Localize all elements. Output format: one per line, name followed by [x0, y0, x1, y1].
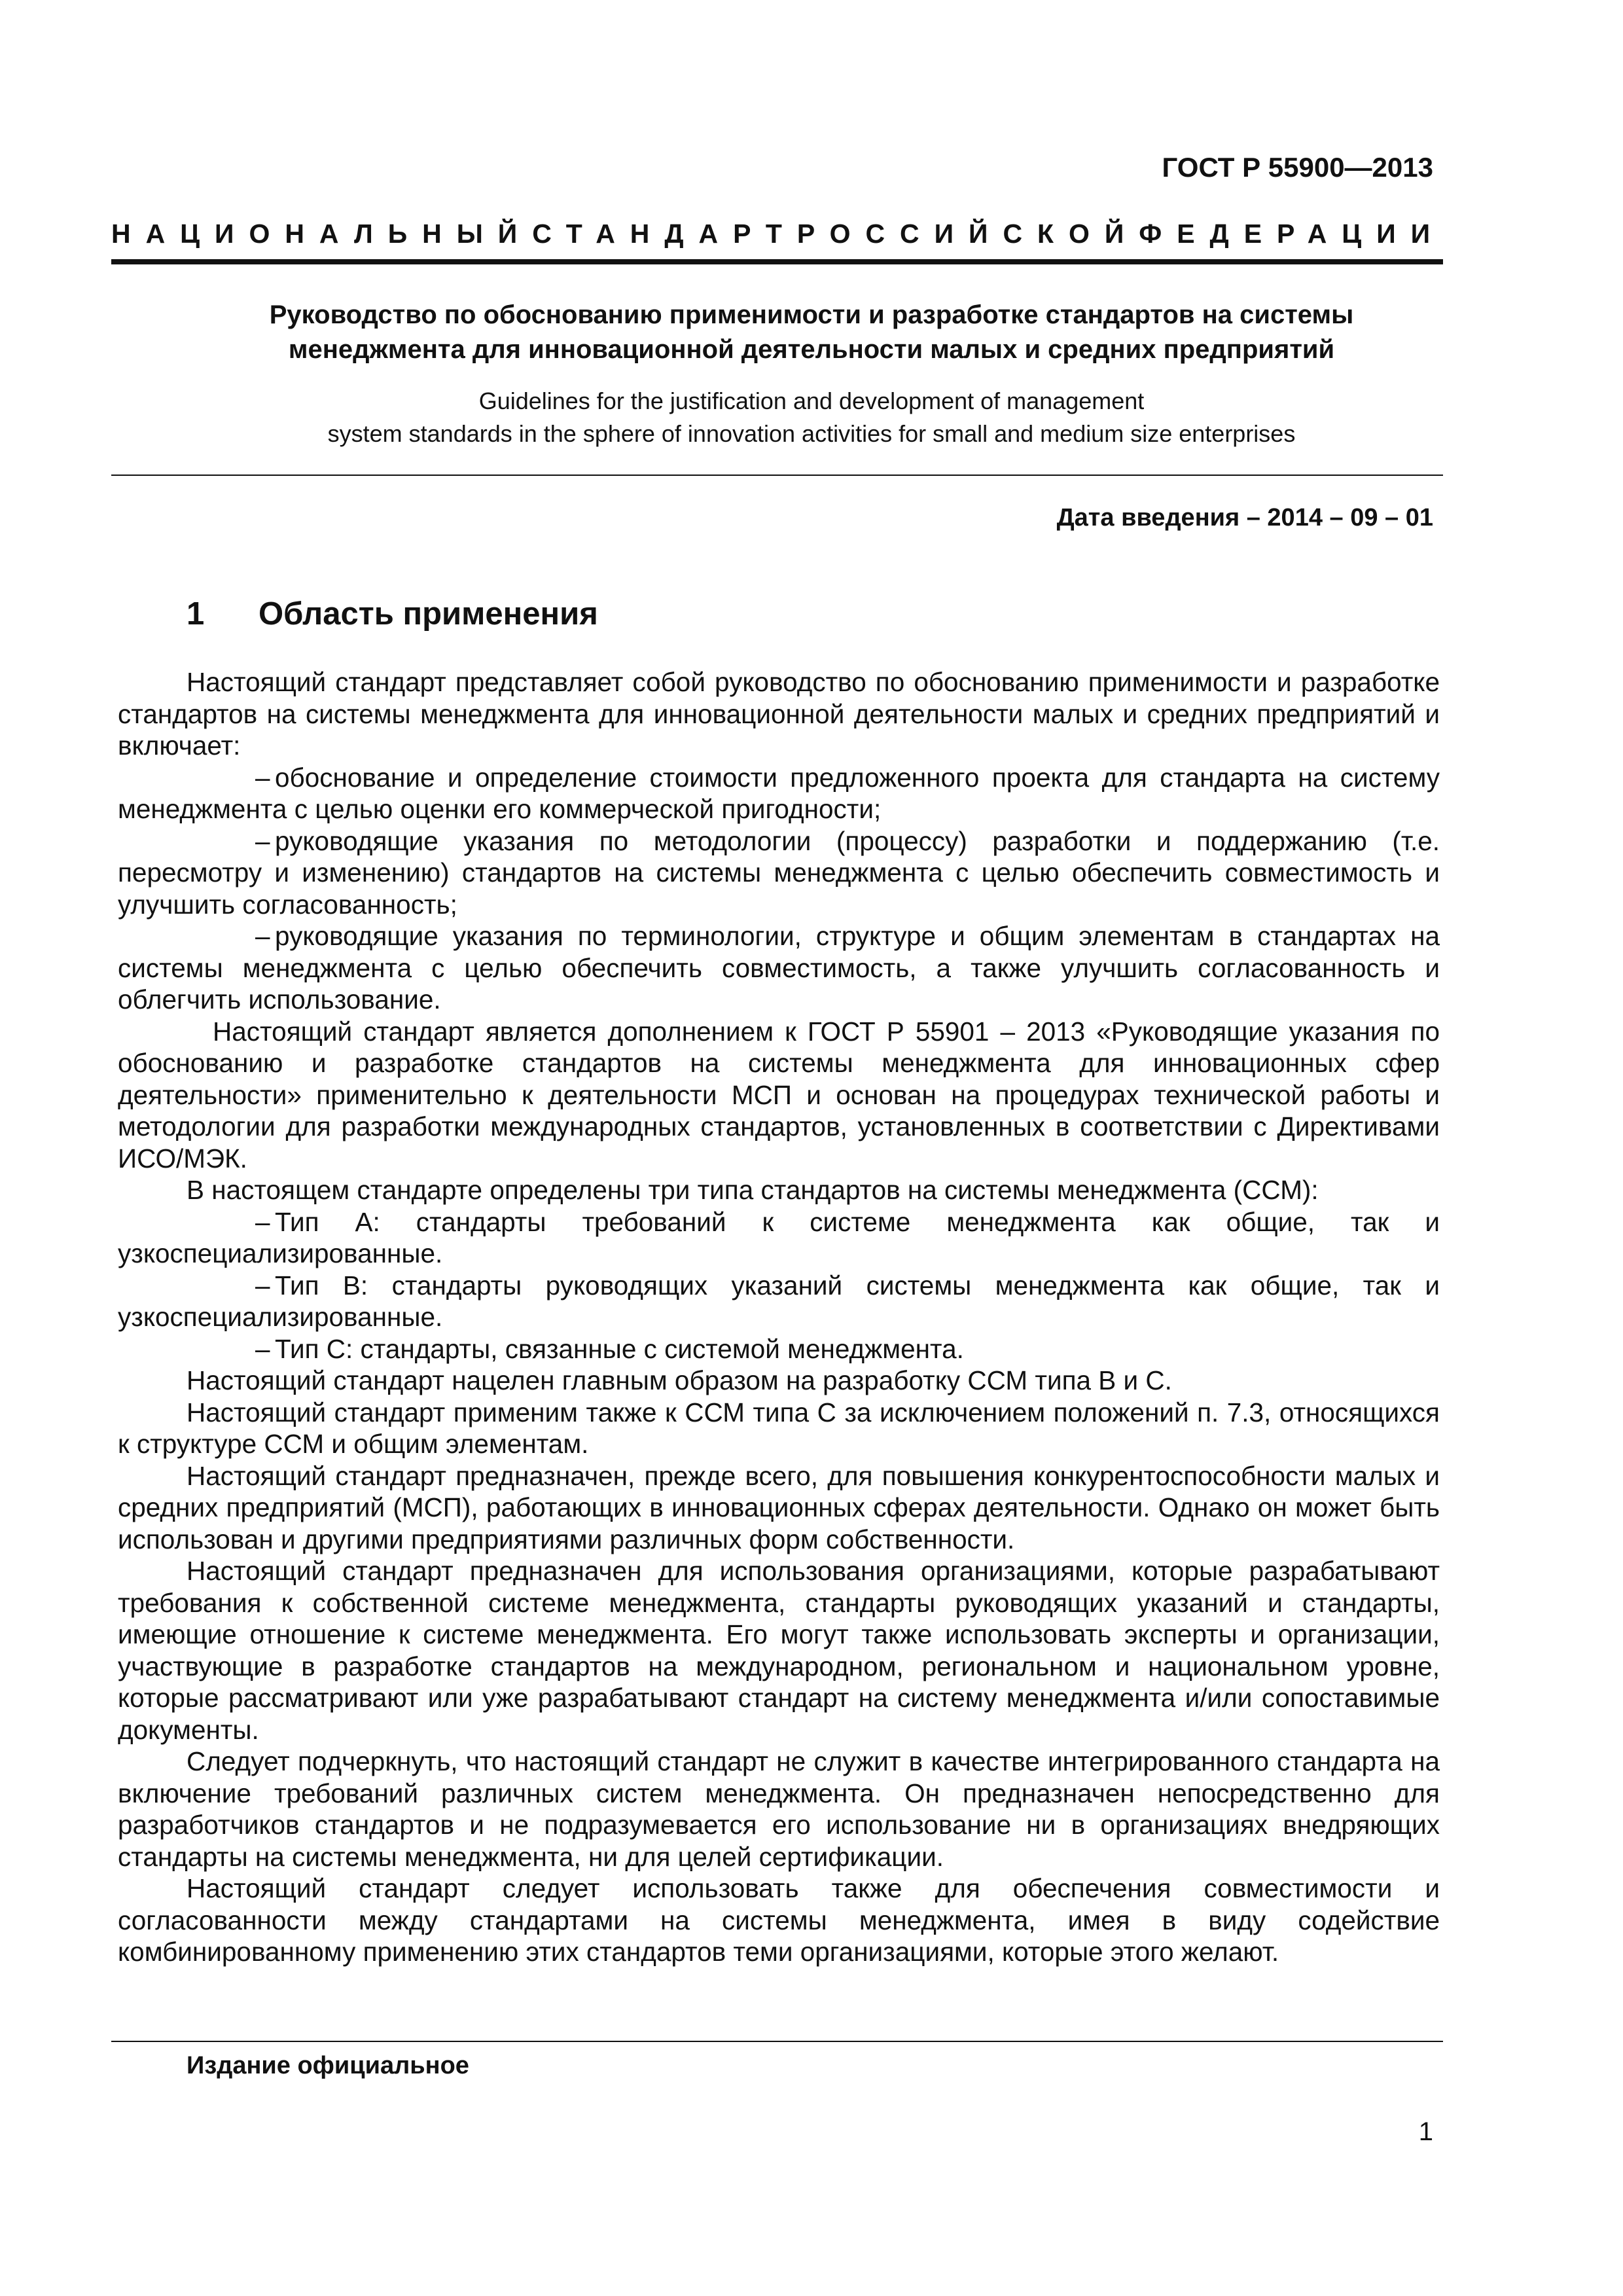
list-item [118, 825, 1440, 921]
title-divider [111, 475, 1443, 476]
list-item-text: руководящие указания по терминологии, структуре и общим элементам в стандартах на системы менеджмента с целью обеспечить совместимость, а также улучшить согласованность и облегчить использование. [118, 921, 1440, 1014]
footer-divider [111, 2041, 1443, 2042]
title-ru-line: Руководство по обоснованию применимости и разработке стандартов на системы [269, 300, 1354, 329]
body-paragraph: Настоящий стандарт предназначен, прежде всего, для повышения конкурентоспособности малых и средних предприятий (МСП), работающих в инновационных сферах деятельности. Однако он может быть использован и другими предприятиями различных форм собственности. [118, 1460, 1440, 1554]
heading-word: РОССИЙСКОЙ [796, 219, 1139, 249]
list-item [118, 762, 1440, 825]
document-title-en [196, 385, 1427, 450]
standard-code: ГОСТ Р 55900—2013 [1162, 152, 1433, 183]
heading-word: ФЕДЕРАЦИИ [1139, 219, 1446, 249]
list-item [118, 1206, 1440, 1270]
list-item-text: руководящие указания по методологии (процессу) разработки и поддержанию (т.е. пересмотру и изменению) стандартов на системы менеджмента с целью обеспечить совместимость и улучшить согласованность; [118, 825, 1440, 920]
dash-marker: – [255, 825, 270, 856]
body-paragraph: Настоящий стандарт является дополнением к ГОСТ Р 55901 – 2013 «Руководящие указания по обоснованию и разработке стандартов на системы менеджмента для инновационных сфер деятельности» применительно к деятельности МСП и основан на процедурах технической работы и методологии для разработки международных стандартов, установленных в соответствии с Директивами ИСО/МЭК. [118, 1016, 1440, 1174]
dash-marker: – [255, 1333, 270, 1364]
body-paragraph: Настоящий стандарт применим также к ССМ типа С за исключением положений п. 7.3, относящихся к структуре ССМ и общим элементам. [118, 1397, 1440, 1459]
dash-marker: – [255, 1270, 270, 1300]
list-item-text: Тип В: стандарты руководящих указаний системы менеджмента как общие, так и узкоспециализированные. [118, 1270, 1440, 1332]
list-item [118, 1333, 1440, 1365]
list-item [118, 920, 1440, 1016]
document-title-ru [196, 298, 1427, 367]
title-en-line: system standards in the sphere of innovation activities for small and medium size enterprises [327, 420, 1296, 447]
title-en-line: Guidelines for the justification and development of management [478, 387, 1145, 414]
list-item-text: Тип С: стандарты, связанные с системой менеджмента. [275, 1333, 964, 1364]
dash-marker: – [255, 921, 270, 951]
introduction-date: Дата введения – 2014 – 09 – 01 [1056, 504, 1433, 531]
page-number: 1 [1418, 2117, 1433, 2146]
title-ru-line: менеджмента для инновационной деятельности малых и средних предприятий [288, 335, 1335, 364]
list-item-text: Тип А: стандарты требований к системе менеджмента как общие, так и узкоспециализированные. [118, 1206, 1440, 1268]
section-heading [187, 596, 598, 632]
body-paragraph: Настоящий стандарт представляет собой руководство по обоснованию применимости и разработке стандартов на системы менеджмента для инновационной деятельности малых и средних предприятий и включает: [118, 667, 1440, 761]
header-divider [111, 259, 1443, 264]
list-item-text: обоснование и определение стоимости предложенного проекта для стандарта на систему менеджмента с целью оценки его коммерческой пригодности; [118, 762, 1440, 824]
document-body [118, 666, 1440, 1968]
heading-word: НАЦИОНАЛЬНЫЙ [111, 219, 533, 249]
body-paragraph: В настоящем стандарте определены три типа стандартов на системы менеджмента (ССМ): [187, 1175, 1319, 1205]
national-standard-heading [111, 219, 1446, 249]
body-paragraph: Настоящий стандарт предназначен для использования организациями, которые разрабатывают требования к собственной системе менеджмента, стандарты руководящих указаний и стандарты, имеющие отношение к системе менеджмента. Его могут также использовать эксперты и организации, участвующие в разработке стандартов на международном, региональном и национальном уровне, которые рассматривают или уже разрабатывают стандарт на систему менеджмента и/или сопоставимые документы. [118, 1556, 1440, 1745]
dash-marker: – [255, 762, 270, 793]
body-paragraph: Настоящий стандарт нацелен главным образом на разработку ССМ типа В и С. [187, 1365, 1172, 1395]
section-number: 1 [187, 596, 205, 632]
heading-word: СТАНДАРТ [532, 219, 797, 249]
body-paragraph: Настоящий стандарт следует использовать также для обеспечения совместимости и согласованности между стандартами на системы менеджмента, имея в виду содействие комбинированному применению этих стандартов теми организациями, которые этого желают. [118, 1873, 1440, 1967]
dash-marker: – [255, 1206, 270, 1237]
section-title: Область применения [259, 596, 598, 632]
body-paragraph: Следует подчеркнуть, что настоящий стандарт не служит в качестве интегрированного стандарта на включение требований различных систем менеджмента. Он предназначен непосредственно для разработчиков стандартов и не подразумевается его использование ни в организациях внедряющих стандарты на системы менеджмента, ни для целей сертификации. [118, 1746, 1440, 1872]
list-item [118, 1270, 1440, 1333]
official-edition-label: Издание официальное [187, 2052, 469, 2079]
